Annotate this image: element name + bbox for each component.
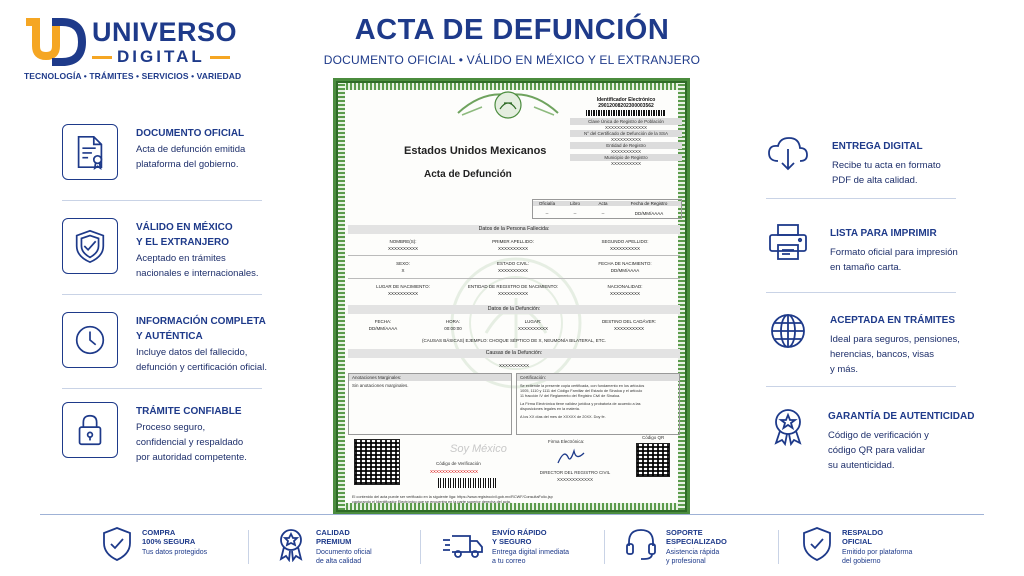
qr-code-icon [354,439,400,485]
municipio-label: Municipio de Registro [570,154,682,161]
benefit-desc: del gobierno [842,558,881,565]
field-label: NACIONALIDAD: [607,284,643,289]
benefit-separator [778,530,779,564]
field-value: XXXXXXXXXX [387,291,418,296]
feature-documento-oficial [62,124,246,180]
field-label: SEXO: [396,261,410,266]
feature-title: DOCUMENTO OFICIAL [136,128,245,139]
certificate-document-icon [71,133,109,171]
field-value: XXXXXXXXXX [497,246,528,251]
qr-code-icon [636,443,670,477]
benefit-title: ESPECIALIZADO [666,537,727,546]
page-title: ACTA DE DEFUNCIÓN [354,14,670,46]
curp-value: XXXXXXXXXXXXXX [604,125,648,130]
feature-title: TRÁMITE CONFIABLE [136,406,242,417]
doc-country-heading: Estados Unidos Mexicanos [404,145,547,157]
benefit-separator [248,530,249,564]
registry-header: Oficialía [533,201,561,206]
director-value: XXXXXXXXXXXX [556,477,594,482]
brand-sub: DIGITAL [117,47,205,66]
field-value: XXXXXXXXXX [387,246,418,251]
benefit-title: PREMIUM [316,537,352,546]
feature-confiable [62,402,247,463]
divider [766,292,956,293]
benefit-title: 100% SEGURA [142,537,196,546]
benefit-separator [420,530,421,564]
benefit-title: SOPORTE [666,528,703,537]
benefit-title: COMPRA [142,528,176,537]
benefit-desc: Tus datos protegidos [142,549,208,556]
benefit-desc: Emitido por plataforma [842,549,913,556]
cert-value: XXXXXXXXXX [610,137,641,142]
benefit-title: Y SEGURO [492,537,532,546]
registry-header: Acta [589,201,617,206]
registry-header: Libro [561,201,589,206]
anotaciones-label: Anotaciones Marginales: [349,374,511,381]
id-label: Identificador Electrónico [596,97,656,103]
field-label: LUGAR: [524,319,542,324]
doc-title-heading: Acta de Defunción [424,169,512,180]
field-value: XXXXXXXXXX [609,246,640,251]
award-badge-icon [766,406,810,446]
feature-title: INFORMACIÓN COMPLETA [136,316,266,327]
benefit-desc: Documento oficial [316,549,372,556]
field-value: XXXXXXXXXX [613,326,644,331]
feature-desc: por autoridad competente. [136,452,247,463]
verificacion-label: Código de Verificación [436,461,481,466]
bottom-divider [40,514,984,515]
certificacion-label: Certificación: [517,374,679,381]
death-certificate-document [333,78,690,515]
entidad-label: Entidad de Registro [570,142,682,149]
director-label: DIRECTOR DEL REGISTRO CIVIL [539,470,611,475]
headset-icon [624,526,658,562]
field-label: FECHA DE NACIMIENTO: [598,261,652,266]
border-pattern [338,83,345,510]
feature-title: ACEPTADA EN TRÁMITES [830,315,955,326]
feature-desc: código QR para validar [828,445,926,456]
verificacion-value: XXXXXXXXXXXXXXXX [430,469,479,474]
globe-icon [766,311,810,351]
feature-desc: su autenticidad. [828,460,895,471]
registry-table [532,199,682,219]
field-value: XXXXXXXXXX [497,291,528,296]
feature-desc: Incluye datos del fallecido, [136,347,248,358]
field-label: LUGAR DE NACIMIENTO: [376,284,430,289]
field-value: DD/MM/AAAA [368,326,398,331]
soy-mexico-watermark: Soy México [450,443,507,455]
divider [62,200,262,201]
feature-desc: Recibe tu acta en formato [832,160,941,171]
signature-icon [556,447,586,467]
field-label: PRIMER APELLIDO: [492,239,534,244]
benefit-desc: Entrega digital inmediata [492,549,570,556]
benefit-desc: y profesional [666,558,706,565]
brand-logo [22,16,252,86]
shield-check-icon [800,526,834,562]
clock-icon [71,321,109,359]
field-value: XXXXXXXXXX [609,291,640,296]
feature-valido [62,218,259,279]
field-value: X [401,268,405,273]
field-label: HORA: [445,319,461,324]
section-death: Datos de la Defunción: [348,305,680,314]
benefit-calidad [274,524,444,568]
page-subtitle: DOCUMENTO OFICIAL • VÁLIDO EN MÉXICO Y EL EXTRANJERO [323,53,701,67]
municipio-value: XXXXXXXXXX [610,161,641,166]
brand-dash [92,56,112,59]
anotaciones-box [348,373,512,435]
divider [62,388,262,389]
feature-desc: nacionales e internacionales. [136,268,259,279]
padlock-icon [71,411,109,449]
field-label: ENTIDAD DE REGISTRO DE NACIMIENTO: [467,284,559,289]
field-value: DD/MM/AAAA [610,268,640,273]
feature-desc: confidencial y respaldado [136,437,244,448]
certificacion-box [516,373,680,435]
field-label: NOMBRE(S): [389,239,417,244]
field-value: XXXXXXXXXX [497,268,528,273]
benefit-separator [604,530,605,564]
feature-informacion [62,312,267,373]
benefit-desc: Asistencia rápida [666,549,720,556]
brand-dash [210,56,230,59]
benefit-desc: a tu correo [492,558,526,565]
field-value: XXXXXXXXXX [517,326,548,331]
feature-desc: Acta de defunción emitida [136,144,246,155]
field-value: 00:00:00 [444,326,462,331]
feature-desc: Código de verificación y [828,430,929,441]
feature-desc: Ideal para seguros, pensiones, [830,334,960,345]
delivery-truck-icon [442,526,484,562]
feature-title: VÁLIDO EN MÉXICO [136,222,233,233]
row-divider [348,255,680,256]
benefit-respaldo [800,524,980,568]
benefit-title: CALIDAD [316,528,350,537]
causes-value: XXXXXXXXXX [498,363,529,368]
feature-title: Y EL EXTRANJERO [136,237,229,248]
divider [766,386,956,387]
barcode-icon [586,110,666,116]
divider [62,294,262,295]
benefit-title: ENVÍO RÁPIDO [492,528,547,537]
feature-title: LISTA PARA IMPRIMIR [830,228,937,239]
universo-digital-logo-icon [22,18,86,66]
national-seal-icon [452,87,564,121]
feature-desc: defunción y certificación oficial. [136,362,267,373]
benefit-envio [442,524,612,568]
anotaciones-value: Sin anotaciones marginales. [352,383,409,388]
quality-medal-icon [274,526,308,562]
divider [766,198,956,199]
death-causes-note: (CAUSAS BÁSICAS) EJEMPLO: CHOQUE SÉPTICO DE X, NEUMONÍA BILATERAL, ETC. [422,338,606,343]
cert-label: N° del Certificado de Defunción de la SSA [570,130,682,137]
registry-value: -- [573,211,577,216]
registry-value: -- [601,211,605,216]
feature-desc: plataforma del gobierno. [136,159,239,170]
codigo-qr-label: Código QR [642,435,665,440]
feature-desc: PDF de alta calidad. [832,175,918,186]
cloud-download-icon [766,133,810,173]
feature-desc: Aceptado en trámites [136,253,226,264]
section-person: Datos de la Persona Fallecida: [348,225,680,234]
feature-desc: Formato oficial para impresión [830,247,958,258]
feature-title: ENTREGA DIGITAL [832,141,923,152]
benefit-compra-segura [100,524,270,568]
shield-check-icon [100,526,134,562]
feature-desc: en tamaño carta. [830,262,902,273]
id-value: 29012008202300003562 [598,103,654,109]
benefit-title: RESPALDO [842,528,884,537]
field-label: ESTADO CIVIL: [497,261,529,266]
feature-desc: herencias, bancos, visas [830,349,935,360]
feature-desc: y más. [830,364,858,375]
row-divider [348,278,680,279]
feature-title: GARANTÍA DE AUTENTICIDAD [828,411,975,422]
curp-label: Clave Única de Registro de Población [570,118,682,125]
document-identifiers [570,97,682,166]
certificacion-text: Se extiende la presente copia certificada, con fundamento en los artículos 1005, 1110 y 1111 del Código Familiar del Estado de Sinaloa y el artículo 11 fracción IV del Reglamento del Registro Civil de Sinaloa. La Firma Electrónica tiene validez jurídica y probatoria de acuerdo a las disposiciones legales en la materia. A los XX días del mes de XXXXX de 20XX. Doy fe. [520,384,645,419]
benefit-title: OFICIAL [842,537,872,546]
registry-header: Fecha de Registro [617,201,681,206]
registry-value: -- [545,211,549,216]
registry-value: DD/MM/AAAA [634,211,664,216]
barcode-icon [438,478,496,488]
printer-icon [766,222,810,262]
feature-title: Y AUTÉNTICA [136,331,203,342]
field-label: FECHA: [374,319,392,324]
entidad-value: XXXXXXXXXX [610,149,641,154]
section-causes: Causas de la Defunción: [348,349,680,358]
firma-label: Firma Electrónica: [548,439,585,444]
shield-check-icon [71,227,109,265]
benefit-soporte [624,524,794,568]
field-label: DESTINO DEL CADÁVER: [601,319,657,324]
brand-tagline: TECNOLOGÍA • TRÁMITES • SERVICIOS • VARIEDAD [24,71,242,81]
doc-footer: El contenido del acta puede ser verificado en la siguiente liga: https://www.registrocivil.gob.mx/RCWF/ConsultaFolio.jsp capturando el Identificador Electrónico que se encuentra en la parte superior derecha del acta. [352,495,553,504]
field-label: SEGUNDO APELLIDO: [601,239,649,244]
brand-name: UNIVERSO [92,17,238,47]
feature-desc: Proceso seguro, [136,422,206,433]
benefit-desc: de alta calidad [316,558,362,565]
